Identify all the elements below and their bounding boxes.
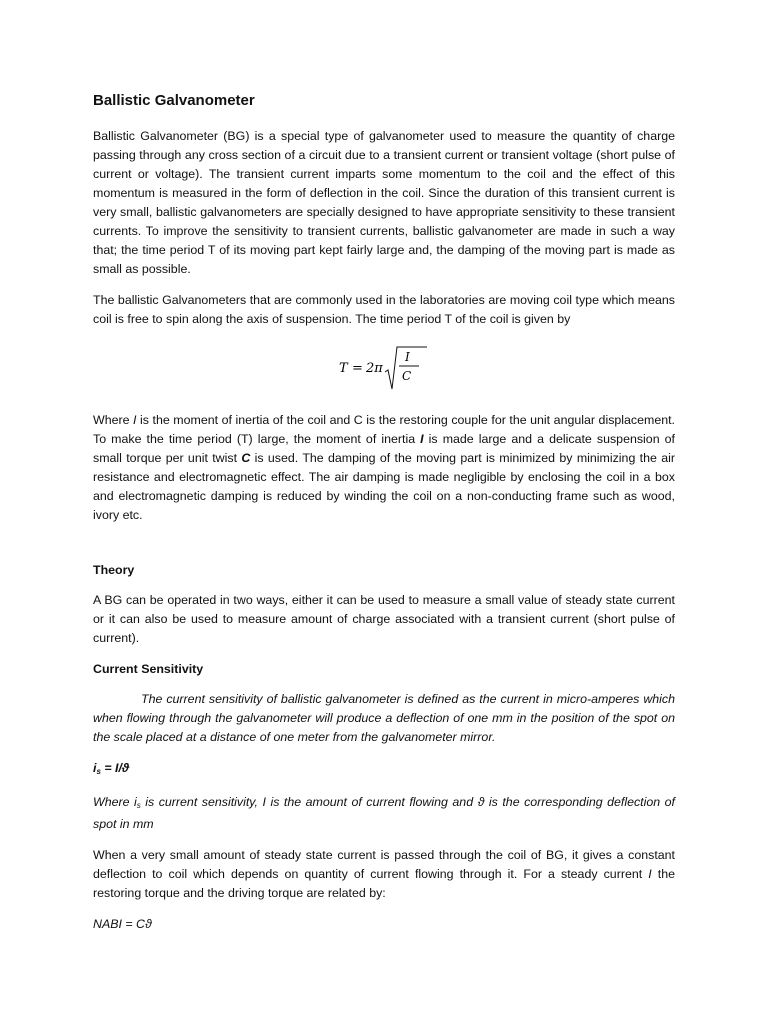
time-period-formula bbox=[93, 341, 675, 393]
current-sensitivity-equation bbox=[93, 759, 675, 781]
cs-expl-text-2: is current sensitivity, I is the amount of current flowing and ϑ is the corresponding deflection of spot in mm bbox=[93, 795, 675, 831]
formula-lhs: T bbox=[339, 361, 348, 376]
formula-numerator: I bbox=[405, 350, 410, 364]
formula-coef: 2π bbox=[366, 361, 383, 376]
coil-type-paragraph: The ballistic Galvanometers that are commonly used in the laboratories are moving coil type which means coil is free to spin along the axis of suspension. The time period T of the coil is given by bbox=[93, 293, 675, 326]
where-text-3: is made large and a delicate suspension of small torque per unit twist bbox=[93, 432, 675, 465]
steady-text-2: the restoring torque and the driving torque are related by: bbox=[93, 867, 676, 900]
theory-paragraph: A BG can be operated in two ways, either it can be used to measure a small value of steady state current or it can also be used to measure amount of charge associated with a transient current (short pulse of current). bbox=[93, 593, 675, 645]
where-symbol-i: I bbox=[133, 413, 137, 427]
current-sensitivity-heading: Current Sensitivity bbox=[93, 662, 204, 676]
steady-current-paragraph bbox=[93, 846, 675, 903]
current-sensitivity-definition: The current sensitivity of ballistic galvanometer is defined as the current in micro-amperes which when flowing through the galvanometer will produce a deflection of one mm in the position of the spot on the scale placed at a distance of one meter from the galvanometer mirror. bbox=[93, 692, 675, 744]
steady-text-1: When a very small amount of steady state current is passed through the coil of BG, it gives a constant deflection to coil which depends on quantity of current flowing through it. For a steady current bbox=[93, 848, 675, 881]
section-spacer bbox=[93, 537, 675, 561]
current-sensitivity-explanation bbox=[93, 793, 675, 834]
cs-eq-subscript: s bbox=[96, 767, 101, 776]
time-period-formula-svg bbox=[339, 341, 429, 393]
where-text-2: is the moment of inertia of the coil and C is the restoring couple for the unit angular displacement. To make the time period (T) large, the moment of inertia bbox=[93, 413, 676, 446]
where-symbol-c-bold: C bbox=[241, 451, 251, 465]
formula-equals: = bbox=[352, 361, 363, 376]
where-text-1: Where bbox=[93, 413, 134, 427]
cs-eq-symbol: i bbox=[93, 761, 97, 775]
theory-heading: Theory bbox=[93, 563, 135, 577]
intro-paragraph: Ballistic Galvanometer (BG) is a special type of galvanometer used to measure the quantity of charge passing through any cross section of a circuit due to a transient current or transient voltage (short pulse of current or voltage). The transient current imparts some momentum to the coil and the effect of this momentum is measured in the form of deflection in the coil. Since the duration of this transient current is very small, ballistic galvanometers are specially designed to have appropriate sensitivity to these transient currents. To improve the sensitivity to transient currents, ballistic galvanometer are made in such a way that; the time period T of its moving part kept fairly large and, the damping of the moving part is made as small as possible. bbox=[93, 129, 675, 276]
cs-expl-subscript: s bbox=[136, 801, 141, 810]
steady-symbol-i: I bbox=[648, 867, 652, 881]
where-symbol-i-bold: I bbox=[420, 432, 424, 446]
cs-expl-text-1: Where i bbox=[93, 795, 137, 809]
document-title: Ballistic Galvanometer bbox=[93, 92, 255, 109]
formula-denominator: C bbox=[402, 369, 412, 383]
torque-equation: NABI = Cϑ bbox=[93, 917, 152, 931]
cs-eq-rest: = I/ϑ bbox=[100, 761, 130, 775]
where-paragraph bbox=[93, 411, 675, 525]
where-text-4: is used. The damping of the moving part is minimized by minimizing the air resistance and electromagnetic effect. The air damping is made negligible by enclosing the coil in a box and electromagnetic damping is reduced by winding the coil on a non-conducting frame such as wood, ivory etc. bbox=[93, 451, 675, 522]
